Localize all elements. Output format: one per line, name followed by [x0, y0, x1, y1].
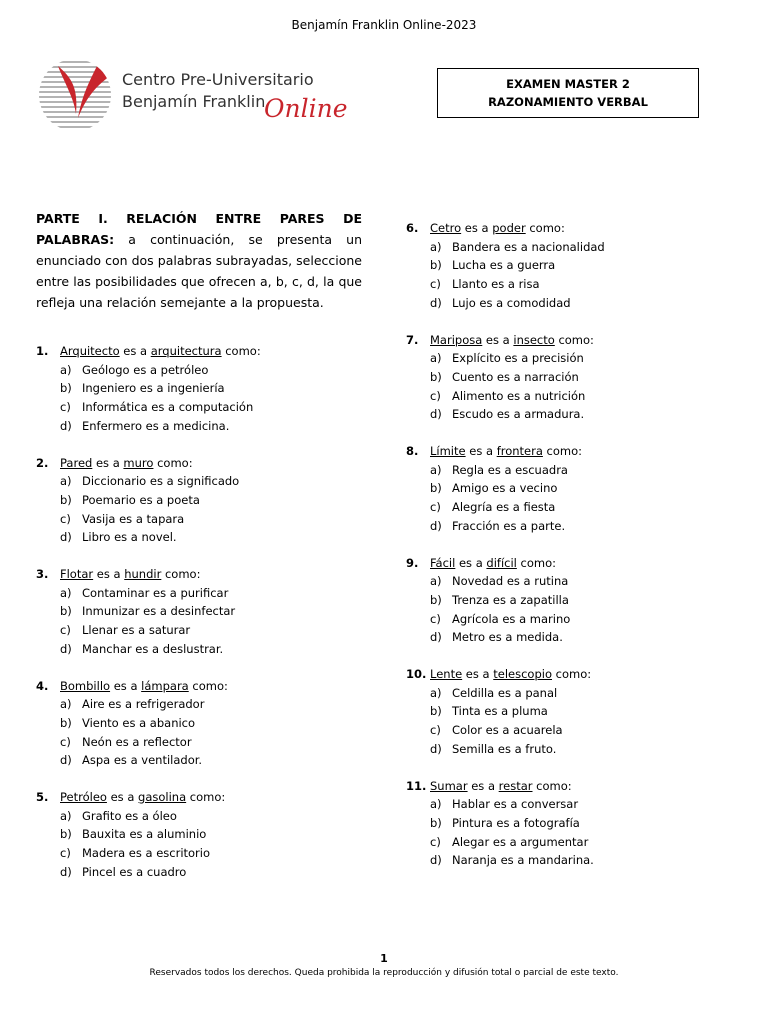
question-number: 9. — [406, 555, 419, 570]
option-letter: b) — [430, 258, 442, 273]
question-word-2: frontera — [496, 444, 543, 459]
logo-text-line2: Benjamín Franklin — [122, 92, 266, 111]
option-text: Enfermero es a medicina. — [82, 418, 230, 433]
question-number: 7. — [406, 332, 419, 347]
answer-option — [36, 825, 376, 844]
answer-option — [406, 368, 746, 387]
option-text: Alegría es a fiesta — [452, 500, 556, 515]
question-suffix: como: — [532, 778, 572, 793]
option-letter: a) — [430, 574, 442, 589]
question-connector: es a — [110, 678, 142, 693]
answer-option — [36, 733, 376, 752]
option-letter: a) — [430, 239, 442, 254]
questions-right-column — [406, 219, 746, 888]
answer-option — [406, 628, 746, 647]
question-connector: es a — [482, 332, 514, 347]
answer-option — [406, 721, 746, 740]
question-connector: es a — [455, 555, 487, 570]
answer-option — [406, 479, 746, 498]
option-letter: a) — [430, 462, 442, 477]
answer-option — [406, 591, 746, 610]
option-text: Aspa es a ventilador. — [82, 753, 203, 768]
logo-mark-icon — [38, 58, 114, 132]
option-text: Libro es a novel. — [82, 530, 177, 545]
question-word-1: Fácil — [430, 555, 456, 570]
option-letter: c) — [60, 623, 71, 638]
question-stem — [36, 788, 376, 807]
question-item — [406, 554, 746, 648]
answer-option — [36, 528, 376, 547]
option-text: Aire es a refrigerador — [82, 697, 205, 712]
question-number: 8. — [406, 444, 419, 459]
option-text: Manchar es a deslustrar. — [82, 641, 224, 656]
question-suffix: como: — [554, 332, 594, 347]
question-number: 5. — [36, 790, 49, 805]
option-letter: c) — [430, 388, 441, 403]
answer-option — [406, 702, 746, 721]
option-text: Poemario es a poeta — [82, 492, 200, 507]
section-heading: PARTE I. RELACIÓN ENTRE PARES DE PALABRAS: — [36, 211, 362, 247]
logo-text-line1: Centro Pre-Universitario — [122, 70, 314, 89]
question-stem — [406, 442, 746, 461]
question-suffix: como: — [188, 678, 228, 693]
questions-left-column — [36, 342, 376, 900]
question-item — [36, 342, 376, 436]
answer-option — [406, 461, 746, 480]
option-letter: a) — [60, 362, 72, 377]
option-text: Alimento es a nutrición — [452, 388, 586, 403]
option-letter: b) — [60, 827, 72, 842]
answer-option — [36, 584, 376, 603]
option-letter: b) — [60, 604, 72, 619]
question-word-2: gasolina — [138, 790, 187, 805]
question-word-2: arquitectura — [150, 344, 222, 358]
question-item — [406, 219, 746, 313]
question-item — [36, 565, 376, 659]
option-letter: c) — [430, 834, 441, 849]
option-text: Alegar es a argumentar — [452, 834, 589, 849]
option-letter: d) — [60, 641, 72, 656]
option-letter: a) — [430, 351, 442, 366]
question-word-2: telescopio — [493, 667, 552, 682]
answer-option — [36, 807, 376, 826]
option-text: Llenar es a saturar — [82, 623, 191, 638]
option-letter: b) — [430, 592, 442, 607]
option-text: Explícito es a precisión — [452, 351, 584, 366]
answer-option — [36, 844, 376, 863]
exam-title: EXAMEN MASTER 2 — [506, 77, 630, 91]
option-letter: d) — [430, 853, 442, 868]
option-text: Grafito es a óleo — [82, 808, 177, 823]
question-word-1: Pared — [60, 455, 93, 470]
question-item — [36, 677, 376, 771]
option-letter: a) — [430, 685, 442, 700]
option-text: Fracción es a parte. — [452, 518, 566, 533]
section-intro — [36, 208, 362, 313]
question-stem — [406, 665, 746, 684]
option-text: Lucha es a guerra — [452, 258, 556, 273]
answer-option — [36, 621, 376, 640]
question-number: 4. — [36, 678, 49, 693]
question-number: 3. — [36, 567, 49, 582]
option-text: Inmunizar es a desinfectar — [82, 604, 236, 619]
question-number: 1. — [36, 344, 49, 358]
option-letter: a) — [60, 697, 72, 712]
question-item — [406, 665, 746, 759]
option-letter: a) — [60, 585, 72, 600]
institution-logo — [38, 58, 358, 132]
option-text: Color es a acuarela — [452, 723, 563, 738]
exam-subject: RAZONAMIENTO VERBAL — [488, 95, 648, 109]
option-letter: d) — [430, 741, 442, 756]
question-word-2: lámpara — [141, 678, 189, 693]
option-letter: d) — [430, 518, 442, 533]
option-text: Celdilla es a panal — [452, 685, 558, 700]
answer-option — [36, 751, 376, 770]
question-stem — [36, 342, 376, 361]
option-text: Pincel es a cuadro — [82, 864, 187, 879]
option-letter: b) — [60, 492, 72, 507]
option-letter: b) — [60, 715, 72, 730]
option-letter: b) — [60, 381, 72, 396]
option-letter: b) — [430, 369, 442, 384]
question-connector: es a — [461, 221, 493, 235]
question-suffix: como: — [221, 344, 261, 358]
question-stem — [406, 554, 746, 573]
question-stem — [36, 565, 376, 584]
option-letter: c) — [430, 277, 441, 292]
option-text: Bandera es a nacionalidad — [452, 239, 605, 254]
question-word-1: Arquitecto — [60, 344, 120, 358]
question-connector: es a — [462, 667, 494, 682]
option-letter: d) — [60, 530, 72, 545]
question-connector: es a — [92, 455, 124, 470]
answer-option — [36, 714, 376, 733]
option-letter: d) — [60, 864, 72, 879]
option-letter: b) — [430, 481, 442, 496]
section-instructions: a continuación, se presenta un enunciado con dos palabras subrayadas, seleccione entre las posibilidades que ofrecen a, b, c, d, la que refleja una relación semejante a la propuesta. — [36, 232, 362, 310]
answer-option — [36, 417, 376, 436]
question-suffix: como: — [161, 567, 201, 582]
answer-option — [406, 610, 746, 629]
option-letter: d) — [430, 407, 442, 422]
answer-option — [36, 863, 376, 882]
question-item — [36, 454, 376, 548]
option-letter: c) — [60, 511, 71, 526]
answer-option — [36, 361, 376, 380]
question-number: 6. — [406, 221, 419, 235]
answer-option — [406, 851, 746, 870]
question-stem — [406, 777, 746, 796]
question-word-2: difícil — [486, 555, 517, 570]
option-letter: b) — [430, 704, 442, 719]
answer-option — [406, 256, 746, 275]
option-text: Neón es a reflector — [82, 734, 192, 749]
answer-option — [406, 238, 746, 257]
question-word-2: poder — [492, 221, 526, 235]
question-stem — [36, 454, 376, 473]
question-word-1: Mariposa — [430, 332, 483, 347]
option-letter: d) — [430, 630, 442, 645]
question-word-1: Límite — [430, 444, 466, 459]
option-text: Ingeniero es a ingeniería — [82, 381, 225, 396]
answer-option — [406, 684, 746, 703]
option-letter: d) — [60, 753, 72, 768]
answer-option — [406, 833, 746, 852]
question-word-2: hundir — [124, 567, 162, 582]
answer-option — [406, 405, 746, 424]
question-word-2: restar — [498, 778, 533, 793]
question-item — [36, 788, 376, 882]
answer-option — [406, 387, 746, 406]
option-text: Informática es a computación — [82, 400, 254, 415]
option-text: Agrícola es a marino — [452, 611, 571, 626]
option-letter: c) — [60, 734, 71, 749]
answer-option — [36, 491, 376, 510]
page-number: 1 — [380, 952, 388, 965]
option-letter: c) — [60, 846, 71, 861]
option-text: Llanto es a risa — [452, 277, 540, 292]
question-word-2: insecto — [513, 332, 555, 347]
option-text: Lujo es a comodidad — [452, 295, 571, 310]
option-text: Contaminar es a purificar — [82, 585, 229, 600]
option-text: Cuento es a narración — [452, 369, 579, 384]
answer-option — [406, 517, 746, 536]
question-connector: es a — [93, 567, 125, 582]
question-connector: es a — [467, 778, 499, 793]
question-number: 11. — [406, 778, 427, 793]
answer-option — [406, 572, 746, 591]
question-suffix: como: — [542, 444, 583, 459]
exam-title-box — [437, 68, 699, 118]
question-word-2: muro — [123, 455, 154, 470]
question-suffix: como: — [186, 790, 226, 805]
option-text: Bauxita es a aluminio — [82, 827, 207, 842]
answer-option — [36, 472, 376, 491]
question-connector: es a — [465, 444, 497, 459]
question-suffix: como: — [153, 455, 193, 470]
question-suffix: como: — [552, 667, 592, 682]
question-suffix: como: — [525, 221, 565, 235]
logo-text-online: Online — [264, 94, 348, 123]
copyright-notice: Reservados todos los derechos. Queda prohibida la reproducción y difusión total o parcial de este texto. — [149, 968, 619, 978]
option-text: Diccionario es a significado — [82, 474, 240, 489]
answer-option — [36, 379, 376, 398]
question-word-1: Sumar — [430, 778, 468, 793]
answer-option — [406, 740, 746, 759]
answer-option — [406, 795, 746, 814]
question-suffix: como: — [516, 555, 557, 570]
question-stem — [406, 331, 746, 350]
option-letter: c) — [430, 500, 441, 515]
question-number: 2. — [36, 455, 49, 470]
option-letter: a) — [430, 797, 442, 812]
answer-option — [406, 275, 746, 294]
option-letter: c) — [60, 400, 71, 415]
option-text: Novedad es a rutina — [452, 574, 569, 589]
answer-option — [406, 349, 746, 368]
question-word-1: Cetro — [430, 221, 462, 235]
option-letter: c) — [430, 611, 441, 626]
answer-option — [36, 602, 376, 621]
option-text: Naranja es a mandarina. — [452, 853, 594, 868]
option-letter: d) — [60, 418, 72, 433]
question-number: 10. — [406, 667, 427, 682]
option-letter: a) — [60, 808, 72, 823]
option-text: Geólogo es a petróleo — [82, 362, 209, 377]
option-text: Trenza es a zapatilla — [452, 592, 569, 607]
option-text: Semilla es a fruto. — [452, 741, 557, 756]
option-text: Tinta es a pluma — [452, 704, 548, 719]
option-text: Madera es a escritorio — [82, 846, 211, 861]
option-letter: c) — [430, 723, 441, 738]
question-stem — [406, 219, 746, 238]
option-text: Escudo es a armadura. — [452, 407, 585, 422]
question-stem — [36, 677, 376, 696]
question-word-1: Lente — [430, 667, 463, 682]
answer-option — [36, 510, 376, 529]
question-connector: es a — [106, 790, 139, 805]
answer-option — [406, 294, 746, 313]
option-text: Vasija es a tapara — [82, 511, 185, 526]
answer-option — [36, 398, 376, 417]
question-connector: es a — [119, 344, 151, 358]
option-text: Hablar es a conversar — [452, 797, 579, 812]
option-text: Metro es a medida. — [452, 630, 563, 645]
question-word-1: Flotar — [60, 567, 94, 582]
option-letter: b) — [430, 815, 442, 830]
answer-option — [406, 498, 746, 517]
question-word-1: Bombillo — [60, 678, 111, 693]
option-text: Pintura es a fotografía — [452, 815, 580, 830]
page-header-title: Benjamín Franklin Online-2023 — [291, 18, 477, 32]
question-item — [406, 331, 746, 425]
answer-option — [36, 640, 376, 659]
option-text: Amigo es a vecino — [452, 481, 558, 496]
option-text: Viento es a abanico — [82, 715, 196, 730]
option-letter: d) — [430, 295, 442, 310]
option-text: Regla es a escuadra — [452, 462, 568, 477]
question-item — [406, 777, 746, 871]
question-item — [406, 442, 746, 536]
answer-option — [406, 814, 746, 833]
answer-option — [36, 695, 376, 714]
option-letter: a) — [60, 474, 72, 489]
question-word-1: Petróleo — [60, 790, 107, 805]
